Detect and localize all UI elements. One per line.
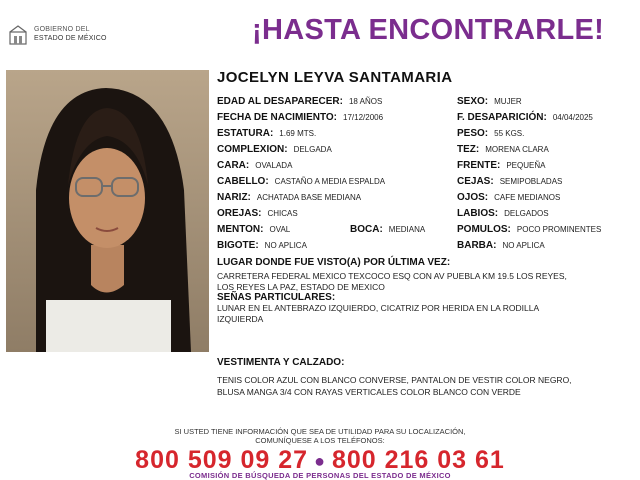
field-cejas: CEJAS: SEMIPOBLADAS	[457, 176, 563, 187]
field-tez: TEZ: MORENA CLARA	[457, 144, 549, 155]
info-line2: COMUNÍQUESE A LOS TELÉFONOS:	[255, 436, 385, 445]
field-orejas: OREJAS: CHICAS	[217, 208, 298, 219]
field-frente: FRENTE: PEQUEÑA	[457, 160, 546, 171]
info-line1: SI USTED TIENE INFORMACIÓN QUE SEA DE UTILIDAD PARA SU LOCALIZACIÓN,	[174, 427, 466, 436]
logo-text-line1: GOBIERNO DEL	[34, 26, 90, 33]
field-barba: BARBA: NO APLICA	[457, 240, 545, 251]
vestimenta-line1: TENIS COLOR AZUL CON BLANCO CONVERSE, PANTALON DE VESTIR COLOR NEGRO,	[217, 375, 572, 385]
footer-commission: COMISIÓN DE BÚSQUEDA DE PERSONAS DEL ESTADO DE MÉXICO	[189, 471, 451, 480]
field-bigote: BIGOTE: NO APLICA	[217, 240, 307, 251]
field-sexo: SEXO: MUJER	[457, 96, 522, 107]
vestimenta-line2: BLUSA MANGA 3/4 CON RAYAS VERTICALES COLOR BLANCO CON VERDE	[217, 387, 521, 397]
field-boca: BOCA: MEDIANA	[350, 224, 426, 235]
field-peso: PESO: 55 KGS.	[457, 128, 525, 139]
field-pomulos: POMULOS: POCO PROMINENTES	[457, 224, 602, 235]
field-edad: EDAD AL DESAPARECER: 18 AÑOS	[217, 96, 383, 107]
senas-line1: LUNAR EN EL ANTEBRAZO IZQUIERDO, CICATRIZ POR HERIDA EN LA RODILLA	[217, 303, 540, 313]
person-name: JOCELYN LEYVA SANTAMARIA	[217, 69, 453, 86]
phone-1[interactable]: 800 509 09 27	[135, 446, 309, 474]
senas-title: SEÑAS PARTICULARES:	[217, 292, 336, 303]
vestimenta-title: VESTIMENTA Y CALZADO:	[217, 357, 345, 368]
portrait-image	[6, 70, 209, 352]
field-cabello: CABELLO: CASTAÑO A MEDIA ESPALDA	[217, 176, 386, 187]
field-fecha-nacimiento: FECHA DE NACIMIENTO: 17/12/2006	[217, 112, 384, 123]
lugar-title: LUGAR DONDE FUE VISTO(A) POR ÚLTIMA VEZ:	[217, 257, 451, 268]
field-fecha-desaparicion: F. DESAPARICIÓN: 04/04/2025	[457, 112, 593, 123]
field-menton: MENTON: OVAL	[217, 224, 291, 235]
field-labios: LABIOS: DELGADOS	[457, 208, 549, 219]
logo-text-line2: ESTADO DE MÉXICO	[34, 35, 107, 42]
lugar-line1: CARRETERA FEDERAL MEXICO TEXCOCO ESQ CON AV PUEBLA KM 19.5 LOS REYES,	[217, 271, 567, 281]
lugar-line2: LOS REYES LA PAZ, ESTADO DE MEXICO	[217, 282, 385, 292]
field-nariz: NARIZ: ACHATADA BASE MEDIANA	[217, 192, 362, 203]
state-emblem-icon	[8, 24, 28, 46]
field-estatura: ESTATURA: 1.69 MTS.	[217, 128, 317, 139]
phone-2[interactable]: 800 216 03 61	[331, 446, 505, 474]
separator-dot-icon: ●	[314, 450, 326, 471]
senas-line2: IZQUIERDA	[217, 314, 264, 324]
field-cara: CARA: OVALADA	[217, 160, 293, 171]
field-complexion: COMPLEXION: DELGADA	[217, 144, 332, 155]
field-ojos: OJOS: CAFE MEDIANOS	[457, 192, 561, 203]
missing-person-photo	[6, 70, 209, 352]
government-logo	[8, 24, 118, 46]
headline: ¡HASTA ENCONTRARLE!	[252, 14, 605, 46]
